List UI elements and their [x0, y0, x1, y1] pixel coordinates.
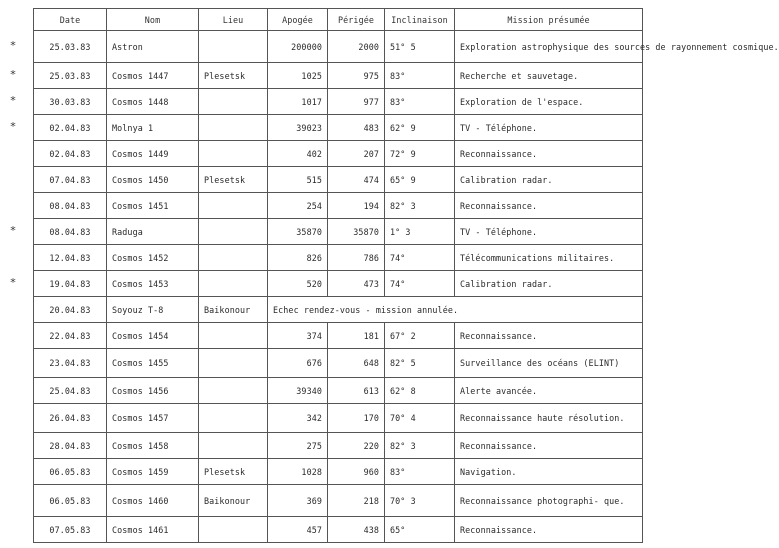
- cell-lieu: Plesetsk: [199, 63, 268, 89]
- cell-lieu: [199, 141, 268, 167]
- cell-perigee: 194: [328, 193, 385, 219]
- header-lieu: Lieu: [199, 9, 268, 31]
- cell-date: 23.04.83: [34, 349, 107, 378]
- cell-inclinaison: 82° 5: [385, 349, 455, 378]
- cell-lieu: [199, 271, 268, 297]
- cell-nom: Astron: [107, 31, 199, 63]
- table-row: [34, 89, 643, 115]
- cell-date: 22.04.83: [34, 323, 107, 349]
- cell-mission: Alerte avancée.: [455, 378, 643, 404]
- cell-lieu: [199, 89, 268, 115]
- header-row: [34, 9, 643, 31]
- cell-date: 07.05.83: [34, 517, 107, 543]
- table-row: [34, 167, 643, 193]
- cell-mission: Navigation.: [455, 459, 643, 485]
- cell-nom: Cosmos 1448: [107, 89, 199, 115]
- cell-inclinaison: 74°: [385, 245, 455, 271]
- header-mission: Mission présumée: [455, 9, 643, 31]
- cell-perigee: 218: [328, 485, 385, 517]
- row-marker: *: [10, 93, 16, 107]
- cell-date: 19.04.83: [34, 271, 107, 297]
- cell-lieu: Plesetsk: [199, 459, 268, 485]
- cell-inclinaison: 70° 4: [385, 404, 455, 433]
- cell-apogee: 254: [268, 193, 328, 219]
- cell-inclinaison: 82° 3: [385, 193, 455, 219]
- cell-nom: Soyouz T-8: [107, 297, 199, 323]
- cell-apogee: 200000: [268, 31, 328, 63]
- cell-date: 25.03.83: [34, 63, 107, 89]
- cell-date: 06.05.83: [34, 485, 107, 517]
- cell-inclinaison: 83°: [385, 459, 455, 485]
- cell-date: 26.04.83: [34, 404, 107, 433]
- cell-nom: Cosmos 1454: [107, 323, 199, 349]
- cell-date: 06.05.83: [34, 459, 107, 485]
- cell-mission: Surveillance des océans (ELINT): [455, 349, 643, 378]
- cell-date: 20.04.83: [34, 297, 107, 323]
- cell-apogee: 520: [268, 271, 328, 297]
- cell-perigee: 35870: [328, 219, 385, 245]
- cell-mission: Calibration radar.: [455, 271, 643, 297]
- cell-mission: TV - Téléphone.: [455, 219, 643, 245]
- table-row: [34, 271, 643, 297]
- cell-apogee: 1028: [268, 459, 328, 485]
- cell-lieu: [199, 517, 268, 543]
- table-row: [34, 115, 643, 141]
- row-marker: *: [10, 67, 16, 81]
- cell-apogee: 457: [268, 517, 328, 543]
- cell-lieu: Plesetsk: [199, 167, 268, 193]
- cell-inclinaison: 62° 9: [385, 115, 455, 141]
- cell-mission: Calibration radar.: [455, 167, 643, 193]
- cell-perigee: 483: [328, 115, 385, 141]
- cell-date: 12.04.83: [34, 245, 107, 271]
- cell-nom: Cosmos 1453: [107, 271, 199, 297]
- cell-nom: Cosmos 1451: [107, 193, 199, 219]
- cell-apogee: 1025: [268, 63, 328, 89]
- cell-apogee: 39340: [268, 378, 328, 404]
- cell-lieu: Baikonour: [199, 297, 268, 323]
- cell-perigee: 613: [328, 378, 385, 404]
- cell-date: 25.03.83: [34, 31, 107, 63]
- cell-nom: Cosmos 1460: [107, 485, 199, 517]
- row-marker: *: [10, 223, 16, 237]
- table-row: [34, 404, 643, 433]
- cell-inclinaison: 82° 3: [385, 433, 455, 459]
- table-row: [34, 297, 643, 323]
- cell-mission: Reconnaissance photographi- que.: [455, 485, 643, 517]
- cell-mission: Reconnaissance.: [455, 193, 643, 219]
- cell-lieu: [199, 193, 268, 219]
- cell-perigee: 438: [328, 517, 385, 543]
- cell-date: 08.04.83: [34, 193, 107, 219]
- cell-date: 25.04.83: [34, 378, 107, 404]
- cell-date: 02.04.83: [34, 115, 107, 141]
- cell-lieu: [199, 115, 268, 141]
- cell-nom: Cosmos 1461: [107, 517, 199, 543]
- row-marker: *: [10, 38, 16, 52]
- header-inclinaison: Inclinaison: [385, 9, 455, 31]
- cell-apogee: 342: [268, 404, 328, 433]
- cell-inclinaison: 51° 5: [385, 31, 455, 63]
- cell-perigee: 474: [328, 167, 385, 193]
- cell-apogee: 826: [268, 245, 328, 271]
- cell-inclinaison: 83°: [385, 89, 455, 115]
- cell-perigee: 648: [328, 349, 385, 378]
- cell-inclinaison: 67° 2: [385, 323, 455, 349]
- cell-nom: Cosmos 1449: [107, 141, 199, 167]
- cell-apogee: 402: [268, 141, 328, 167]
- cell-mission: Reconnaissance.: [455, 433, 643, 459]
- cell-nom: Cosmos 1458: [107, 433, 199, 459]
- table-row: [34, 485, 643, 517]
- cell-nom: Cosmos 1450: [107, 167, 199, 193]
- cell-perigee: 975: [328, 63, 385, 89]
- table-row: [34, 31, 643, 63]
- cell-date: 28.04.83: [34, 433, 107, 459]
- cell-apogee: 515: [268, 167, 328, 193]
- cell-inclinaison: 65°: [385, 517, 455, 543]
- cell-apogee: 39023: [268, 115, 328, 141]
- cell-nom: Raduga: [107, 219, 199, 245]
- cell-perigee: 207: [328, 141, 385, 167]
- cell-mission: Reconnaissance haute résolution.: [455, 404, 643, 433]
- table-row: [34, 141, 643, 167]
- cell-inclinaison: 70° 3: [385, 485, 455, 517]
- cell-inclinaison: 74°: [385, 271, 455, 297]
- cell-mission-note: Echec rendez-vous - mission annulée.: [268, 297, 643, 323]
- launch-table: [33, 8, 779, 543]
- cell-perigee: 2000: [328, 31, 385, 63]
- cell-nom: Cosmos 1455: [107, 349, 199, 378]
- cell-mission: Reconnaissance.: [455, 323, 643, 349]
- table-row: [34, 219, 643, 245]
- cell-lieu: [199, 349, 268, 378]
- cell-perigee: 786: [328, 245, 385, 271]
- cell-perigee: 220: [328, 433, 385, 459]
- cell-lieu: Baikonour: [199, 485, 268, 517]
- cell-apogee: 275: [268, 433, 328, 459]
- cell-mission: Recherche et sauvetage.: [455, 63, 643, 89]
- marker-column: [0, 0, 30, 548]
- cell-inclinaison: 83°: [385, 63, 455, 89]
- cell-date: 08.04.83: [34, 219, 107, 245]
- cell-apogee: 1017: [268, 89, 328, 115]
- cell-inclinaison: 1° 3: [385, 219, 455, 245]
- cell-apogee: 374: [268, 323, 328, 349]
- cell-mission: Reconnaissance.: [455, 141, 643, 167]
- cell-nom: Cosmos 1447: [107, 63, 199, 89]
- cell-apogee: 676: [268, 349, 328, 378]
- cell-lieu: [199, 245, 268, 271]
- header-perigee: Périgée: [328, 9, 385, 31]
- cell-lieu: [199, 219, 268, 245]
- cell-date: 07.04.83: [34, 167, 107, 193]
- table-row: [34, 378, 643, 404]
- cell-nom: Cosmos 1452: [107, 245, 199, 271]
- table-row: [34, 323, 643, 349]
- cell-date: 30.03.83: [34, 89, 107, 115]
- cell-perigee: 960: [328, 459, 385, 485]
- cell-perigee: 473: [328, 271, 385, 297]
- table-row: [34, 193, 643, 219]
- cell-mission: TV - Téléphone.: [455, 115, 643, 141]
- header-nom: Nom: [107, 9, 199, 31]
- cell-nom: Cosmos 1456: [107, 378, 199, 404]
- cell-inclinaison: 65° 9: [385, 167, 455, 193]
- table-row: [34, 349, 643, 378]
- cell-mission: Reconnaissance.: [455, 517, 643, 543]
- cell-lieu: [199, 378, 268, 404]
- table-row: [34, 517, 643, 543]
- cell-perigee: 181: [328, 323, 385, 349]
- cell-mission: Exploration astrophysique des sources de rayonnement cosmique.: [455, 31, 643, 63]
- cell-inclinaison: 62° 8: [385, 378, 455, 404]
- cell-mission: Télécommunications militaires.: [455, 245, 643, 271]
- header-apogee: Apogée: [268, 9, 328, 31]
- row-marker: *: [10, 119, 16, 133]
- cell-lieu: [199, 323, 268, 349]
- cell-nom: Cosmos 1457: [107, 404, 199, 433]
- table-row: [34, 459, 643, 485]
- cell-nom: Cosmos 1459: [107, 459, 199, 485]
- header-date: Date: [34, 9, 107, 31]
- table-row: [34, 245, 643, 271]
- cell-lieu: [199, 31, 268, 63]
- cell-perigee: 170: [328, 404, 385, 433]
- cell-apogee: 369: [268, 485, 328, 517]
- table-row: [34, 63, 643, 89]
- table-row: [34, 433, 643, 459]
- cell-mission: Exploration de l'espace.: [455, 89, 643, 115]
- cell-apogee: 35870: [268, 219, 328, 245]
- row-marker: *: [10, 275, 16, 289]
- cell-date: 02.04.83: [34, 141, 107, 167]
- cell-perigee: 977: [328, 89, 385, 115]
- cell-lieu: [199, 433, 268, 459]
- cell-lieu: [199, 404, 268, 433]
- cell-nom: Molnya 1: [107, 115, 199, 141]
- cell-inclinaison: 72° 9: [385, 141, 455, 167]
